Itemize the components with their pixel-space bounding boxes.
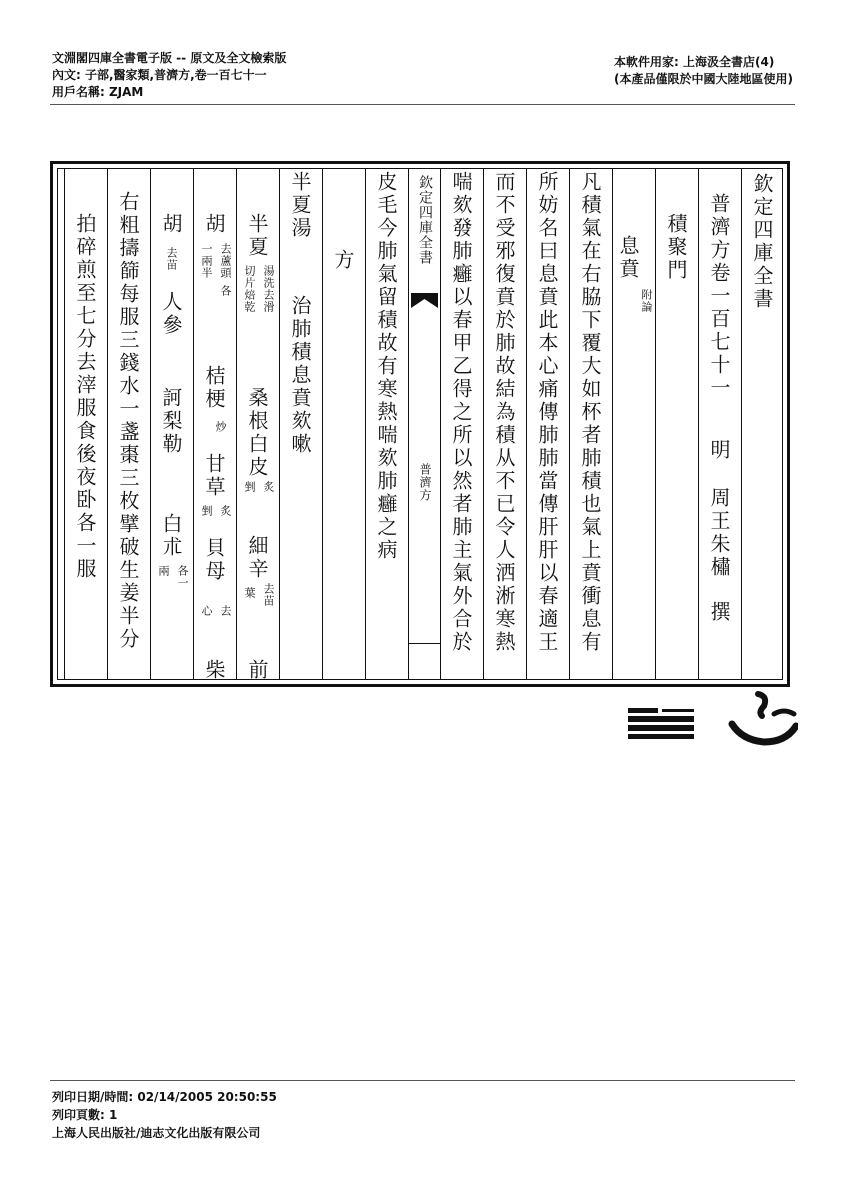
print-datetime: 列印日期/時間: 02/14/2005 20:50:55 bbox=[52, 1090, 277, 1104]
herb-beimu: 貝母 bbox=[202, 537, 226, 583]
herb-note-3: 炙 bbox=[262, 481, 275, 493]
footer-rule bbox=[50, 1080, 795, 1081]
herb-note-4: 剉 bbox=[243, 481, 256, 493]
dynasty: 明 bbox=[707, 439, 731, 462]
subsection-title: 息賁 bbox=[616, 235, 640, 281]
herb-qian: 前 bbox=[245, 659, 269, 682]
column-11 bbox=[279, 169, 322, 679]
column-6 bbox=[526, 169, 569, 679]
publisher-logo-bars bbox=[628, 708, 696, 740]
prescription-name: 半夏湯 bbox=[288, 171, 312, 240]
column-9 bbox=[365, 169, 408, 679]
header-right bbox=[614, 54, 793, 88]
publisher-logo-brush bbox=[728, 690, 798, 748]
header-left bbox=[52, 50, 286, 101]
herb-note-8: 一兩半 bbox=[200, 243, 213, 279]
herb-note-9: 炒 bbox=[214, 421, 227, 433]
herb-note-1: 湯洗去滑 bbox=[262, 265, 275, 313]
section-title: 積聚門 bbox=[664, 213, 688, 282]
footer bbox=[52, 1088, 277, 1142]
herb-baizhu: 白朮 bbox=[159, 513, 183, 559]
herb-note-15: 各一 bbox=[176, 565, 189, 589]
herb-note-14: 去苗 bbox=[165, 247, 178, 271]
herb-hu-2: 胡 bbox=[159, 213, 183, 236]
herb-note-16: 兩 bbox=[157, 565, 170, 577]
subsection-note: 附論 bbox=[640, 289, 653, 313]
page-inner-frame bbox=[57, 168, 783, 680]
author: 周王朱橚 bbox=[707, 487, 731, 579]
herb-gancao: 甘草 bbox=[202, 453, 226, 499]
column-4 bbox=[612, 169, 655, 679]
column-13 bbox=[193, 169, 236, 682]
header-licensee: 本軟件用家: 上海汲全書店(4) bbox=[614, 55, 775, 69]
herb-sangbaipi: 桑根白皮 bbox=[245, 387, 269, 479]
herb-xixin: 細辛 bbox=[245, 535, 269, 581]
herb-note-7: 去蘆頭 bbox=[219, 243, 232, 279]
column-12 bbox=[236, 169, 279, 682]
herb-note-6: 葉 bbox=[243, 587, 256, 599]
herb-note-2: 切片焙乾 bbox=[243, 265, 256, 313]
herb-note-13: 心 bbox=[200, 605, 213, 617]
column-3 bbox=[655, 169, 698, 679]
prescription-indication: 治肺積息賁欬嗽 bbox=[288, 295, 312, 456]
column-7 bbox=[483, 169, 526, 679]
column-2 bbox=[698, 169, 741, 679]
herb-note-12: 去 bbox=[219, 605, 232, 617]
header-username: 用戶名稱: ZJAM bbox=[52, 85, 144, 99]
column-14 bbox=[150, 169, 193, 679]
header-region-note: (本產品僅限於中國大陸地區使用) bbox=[614, 72, 793, 86]
volume-title: 普濟方卷一百七十一 bbox=[707, 193, 731, 400]
text-line-2: 所妨名曰息賁此本心痛傳肺肺當傳肝肝以春適王 bbox=[535, 171, 559, 654]
herb-hu: 胡 bbox=[202, 213, 226, 236]
column-16 bbox=[64, 169, 107, 679]
author-suffix: 撰 bbox=[707, 601, 731, 624]
column-10 bbox=[322, 169, 365, 679]
text-line-3: 而不受邪復賁於肺故結為積从不已令人洒淅寒熱 bbox=[492, 171, 516, 654]
center-book-name: 普濟方 bbox=[418, 463, 432, 502]
herb-banxia: 半夏 bbox=[245, 213, 269, 259]
herb-jiegeng: 桔梗 bbox=[202, 365, 226, 411]
header-rule bbox=[50, 104, 795, 105]
text-line-7: 拍碎煎至七分去滓服食後夜卧各一服 bbox=[73, 213, 97, 581]
column-15 bbox=[107, 169, 150, 679]
text-line-1: 凡積氣在右脇下覆大如杯者肺積也氣上賁衝息有 bbox=[578, 171, 602, 654]
herb-helile: 訶梨勒 bbox=[159, 387, 183, 456]
text-line-5: 皮毛今肺氣留積故有寒熱喘欬肺癰之病 bbox=[374, 171, 398, 562]
fish-tail-mark bbox=[411, 293, 438, 309]
center-bottom-rule bbox=[409, 643, 440, 644]
herb-note-5: 去苗 bbox=[262, 583, 275, 607]
formula-heading: 方 bbox=[331, 249, 355, 272]
center-heart-column bbox=[408, 169, 440, 679]
page-frame bbox=[50, 161, 790, 687]
book-title-vertical: 欽定四庫全書 bbox=[750, 173, 774, 311]
print-pages: 列印頁數: 1 bbox=[52, 1108, 118, 1122]
center-book-title: 欽定四庫全書 bbox=[417, 175, 433, 265]
column-5 bbox=[569, 169, 612, 679]
herb-chai: 柴 bbox=[202, 659, 226, 682]
text-line-6: 右粗擣篩每服三錢水一盞棗三枚擘破生姜半分 bbox=[116, 191, 140, 651]
publisher-credit: 上海人民出版社/迪志文化出版有限公司 bbox=[52, 1126, 261, 1140]
herb-note-10: 炙 bbox=[219, 505, 232, 517]
herb-note-11: 剉 bbox=[200, 505, 213, 517]
herb-note-8b: 各 bbox=[219, 285, 232, 297]
header-title: 文淵閣四庫全書電子版 -- 原文及全文檢索版 bbox=[52, 51, 287, 65]
header-content-path: 內文: 子部,醫家類,普濟方,卷一百七十一 bbox=[52, 68, 267, 82]
column-8 bbox=[440, 169, 483, 679]
column-1 bbox=[741, 169, 784, 679]
herb-renshen: 人參 bbox=[159, 291, 183, 337]
text-line-4: 喘欬發肺癰以春甲乙得之所以然者肺主氣外合於 bbox=[449, 171, 473, 654]
